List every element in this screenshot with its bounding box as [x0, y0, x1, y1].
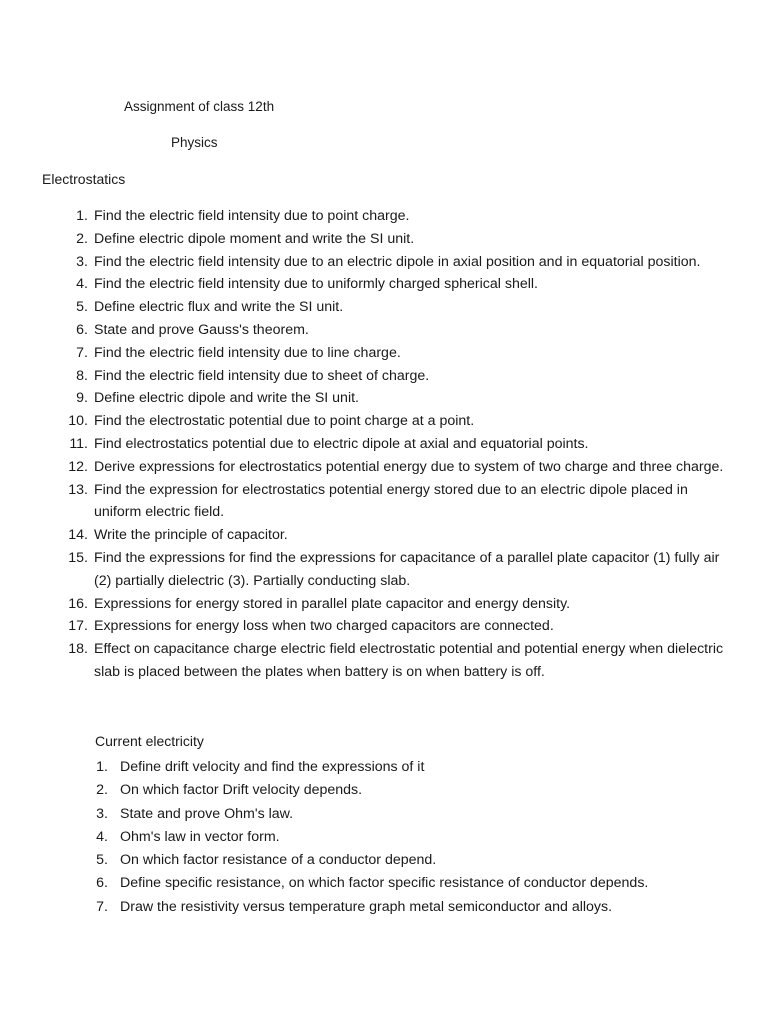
question-item: [60, 228, 730, 251]
question-number: 5.: [76, 299, 88, 316]
question-item: [60, 479, 730, 525]
question-number: 13.: [68, 481, 88, 498]
question-text: Define electric flux and write the SI unit.: [94, 299, 344, 316]
question-number: 4.: [96, 828, 108, 845]
question-number: 10.: [68, 413, 88, 430]
question-item: [60, 296, 730, 319]
question-item: [84, 826, 734, 849]
question-number: 16.: [68, 595, 88, 612]
question-text: Define drift velocity and find the expressions of it: [120, 759, 425, 775]
question-text: On which factor resistance of a conductor depend.: [120, 852, 437, 869]
question-text: On which factor Drift velocity depends.: [120, 782, 363, 799]
question-item: [84, 872, 734, 895]
question-item: [84, 896, 734, 919]
question-number: 15.: [68, 549, 88, 566]
question-item: [60, 638, 730, 684]
question-number: 3.: [76, 253, 88, 270]
question-text: Effect on capacitance charge electric field electrostatic potential and potential energy when dielectric slab is placed between the plates when battery is on when battery is off.: [94, 641, 724, 680]
question-number: 1.: [76, 208, 88, 224]
question-item: [60, 365, 730, 388]
question-item: [60, 410, 730, 433]
question-text: Expressions for energy loss when two charged capacitors are connected.: [94, 618, 554, 635]
question-text: Find the expressions for find the expressions for capacitance of a parallel plate capacitor (1) fully air (2) partially dielectric (3). Partially conducting slab.: [94, 549, 720, 589]
question-item: [84, 779, 734, 802]
question-item: [84, 803, 734, 826]
question-text: Define specific resistance, on which factor specific resistance of conductor depends.: [120, 875, 649, 892]
question-text: Define electric dipole moment and write the SI unit.: [94, 230, 415, 247]
document-title: Assignment of class 12th: [124, 99, 275, 114]
question-text: State and prove Ohm's law.: [120, 805, 294, 822]
question-number: 1.: [96, 759, 108, 775]
question-item: [60, 251, 730, 274]
question-text: Derive expressions for electrostatics potential energy due to system of two charge and three charge.: [94, 458, 724, 475]
question-number: 18.: [68, 641, 88, 658]
question-number: 14.: [68, 527, 88, 544]
question-number: 9.: [76, 390, 88, 407]
question-item: [60, 615, 730, 638]
question-item: [84, 849, 734, 872]
question-number: 2.: [76, 230, 88, 247]
question-text: Find the electric field intensity due to line charge.: [94, 344, 401, 361]
question-item: [60, 205, 730, 228]
question-text: Ohm's law in vector form.: [120, 828, 280, 845]
question-number: 11.: [69, 435, 88, 452]
section-heading-electrostatics: Electrostatics: [42, 171, 126, 187]
question-number: 4.: [76, 276, 88, 293]
question-number: 7.: [76, 344, 88, 361]
question-item: [84, 756, 734, 779]
question-item: [60, 456, 730, 479]
question-item: [60, 342, 730, 365]
question-number: 6.: [96, 875, 108, 892]
electrostatics-question-list: [60, 205, 730, 684]
question-text: Define electric dipole and write the SI unit.: [94, 390, 359, 407]
question-text: Find the electric field intensity due to an electric dipole in axial position and in equatorial position.: [94, 253, 701, 270]
question-item: [60, 593, 730, 616]
question-text: Find electrostatics potential due to electric dipole at axial and equatorial points.: [94, 435, 589, 452]
question-text: Find the electrostatic potential due to point charge at a point.: [94, 413, 475, 430]
section-heading-current-electricity: Current electricity: [95, 733, 204, 749]
current-electricity-question-list: [84, 756, 734, 919]
question-number: 7.: [96, 898, 108, 915]
question-text: Find the electric field intensity due to point charge.: [94, 208, 410, 224]
question-text: Expressions for energy stored in parallel plate capacitor and energy density.: [94, 595, 571, 612]
question-number: 2.: [96, 782, 108, 799]
question-number: 6.: [76, 321, 88, 338]
question-text: Draw the resistivity versus temperature graph metal semiconductor and alloys.: [120, 898, 613, 915]
question-text: Write the principle of capacitor.: [94, 527, 288, 544]
question-text: State and prove Gauss's theorem.: [94, 321, 309, 338]
question-item: [60, 547, 730, 593]
question-number: 12.: [68, 458, 88, 475]
question-item: [60, 524, 730, 547]
question-item: [60, 319, 730, 342]
question-number: 17.: [68, 618, 88, 635]
question-text: Find the expression for electrostatics potential energy stored due to an electric dipole placed in uniform electric field.: [94, 481, 688, 521]
question-number: 8.: [76, 367, 88, 384]
question-text: Find the electric field intensity due to uniformly charged spherical shell.: [94, 276, 538, 293]
question-item: [60, 273, 730, 296]
question-item: [60, 433, 730, 456]
subject-heading: Physics: [171, 135, 218, 150]
question-item: [60, 387, 730, 410]
question-text: Find the electric field intensity due to sheet of charge.: [94, 367, 430, 384]
question-number: 3.: [96, 805, 108, 822]
question-number: 5.: [96, 852, 108, 869]
